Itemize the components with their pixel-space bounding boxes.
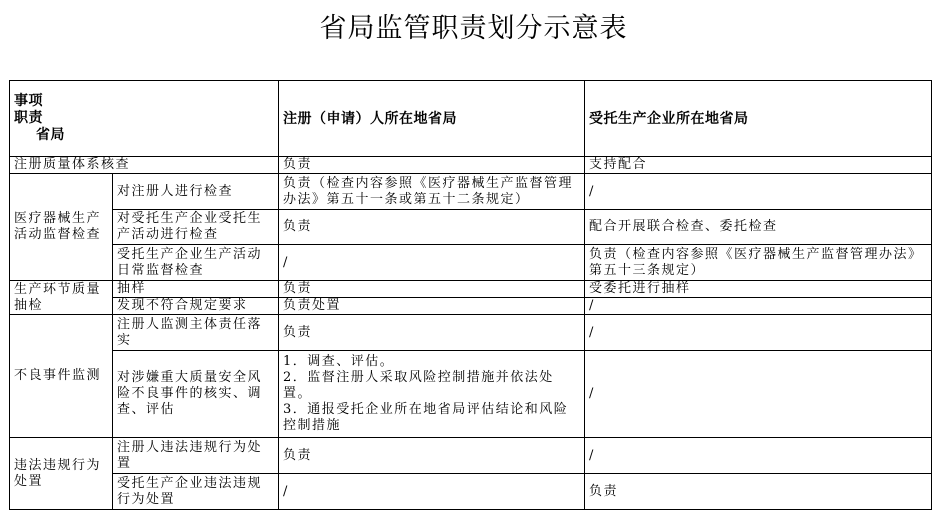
measure-item-3: 3．通报受托企业所在地省局评估结论和风险控制措施 bbox=[283, 402, 569, 433]
sub-item-cell: 对受托生产企业受托生产活动进行检查 bbox=[113, 210, 279, 245]
sub-item-cell: 对涉嫌重大质量安全风险不良事件的核实、调查、评估 bbox=[113, 351, 279, 438]
sub-item-cell: 注册人监测主体责任落实 bbox=[113, 315, 279, 351]
table-row bbox=[10, 281, 932, 298]
sub-item-cell: 受托生产企业生产活动日常监督检查 bbox=[113, 245, 279, 281]
table-row bbox=[10, 315, 932, 351]
table-row bbox=[10, 438, 932, 474]
entrusted-cell: / bbox=[585, 298, 932, 315]
table-row bbox=[10, 245, 932, 281]
entrusted-cell: 支持配合 bbox=[585, 157, 932, 174]
registrant-cell: 负责处置 bbox=[279, 298, 585, 315]
header-corner-cell bbox=[10, 81, 279, 157]
item-cell: 注册质量体系核查 bbox=[10, 157, 279, 174]
corner-label-item: 事项 bbox=[14, 93, 43, 109]
sub-item-cell: 注册人违法违规行为处置 bbox=[113, 438, 279, 474]
registrant-cell: 负责 bbox=[279, 281, 585, 298]
entrusted-cell: 配合开展联合检查、委托检查 bbox=[585, 210, 932, 245]
header-registrant-bureau: 注册（申请）人所在地省局 bbox=[279, 81, 585, 157]
entrusted-cell: / bbox=[585, 315, 932, 351]
measure-item-2: 2．监督注册人采取风险控制措施并依法处置。 bbox=[283, 370, 554, 401]
registrant-cell: 负责 bbox=[279, 157, 585, 174]
table-row bbox=[10, 210, 932, 245]
sub-item-cell: 发现不符合规定要求 bbox=[113, 298, 279, 315]
registrant-cell: / bbox=[279, 474, 585, 510]
table-row bbox=[10, 351, 932, 438]
measure-item-1: 1．调查、评估。 bbox=[283, 354, 395, 369]
header-entrusted-bureau: 受托生产企业所在地省局 bbox=[585, 81, 932, 157]
table-header-row bbox=[10, 81, 932, 157]
group-cell-quality-sampling: 生产环节质量抽检 bbox=[10, 281, 113, 315]
corner-label-duty: 职责 bbox=[14, 110, 43, 126]
registrant-cell: 负责 bbox=[279, 438, 585, 474]
sub-item-cell: 抽样 bbox=[113, 281, 279, 298]
group-cell-violation-handling: 违法违规行为处置 bbox=[10, 438, 113, 510]
registrant-cell: / bbox=[279, 245, 585, 281]
sub-item-cell: 受托生产企业违法违规行为处置 bbox=[113, 474, 279, 510]
page-title: 省局监管职责划分示意表 bbox=[319, 13, 628, 44]
sub-item-cell: 对注册人进行检查 bbox=[113, 174, 279, 210]
entrusted-cell: 受委托进行抽样 bbox=[585, 281, 932, 298]
entrusted-cell: / bbox=[585, 438, 932, 474]
entrusted-cell: / bbox=[585, 174, 932, 210]
entrusted-cell: 负责（检查内容参照《医疗器械生产监督管理办法》第五十三条规定） bbox=[585, 245, 932, 281]
registrant-cell bbox=[279, 351, 585, 438]
table-row bbox=[10, 298, 932, 315]
table-row bbox=[10, 174, 932, 210]
corner-label-bureau: 省局 bbox=[36, 127, 65, 143]
table-row bbox=[10, 474, 932, 510]
table-row bbox=[10, 157, 932, 174]
responsibility-table bbox=[9, 80, 932, 510]
registrant-cell: 负责（检查内容参照《医疗器械生产监督管理办法》第五十一条或第五十二条规定） bbox=[279, 174, 585, 210]
registrant-cell: 负责 bbox=[279, 315, 585, 351]
group-cell-adverse-event-monitoring: 不良事件监测 bbox=[10, 315, 113, 438]
group-cell-production-inspection: 医疗器械生产活动监督检查 bbox=[10, 174, 113, 281]
entrusted-cell: 负责 bbox=[585, 474, 932, 510]
entrusted-cell: / bbox=[585, 351, 932, 438]
registrant-cell: 负责 bbox=[279, 210, 585, 245]
